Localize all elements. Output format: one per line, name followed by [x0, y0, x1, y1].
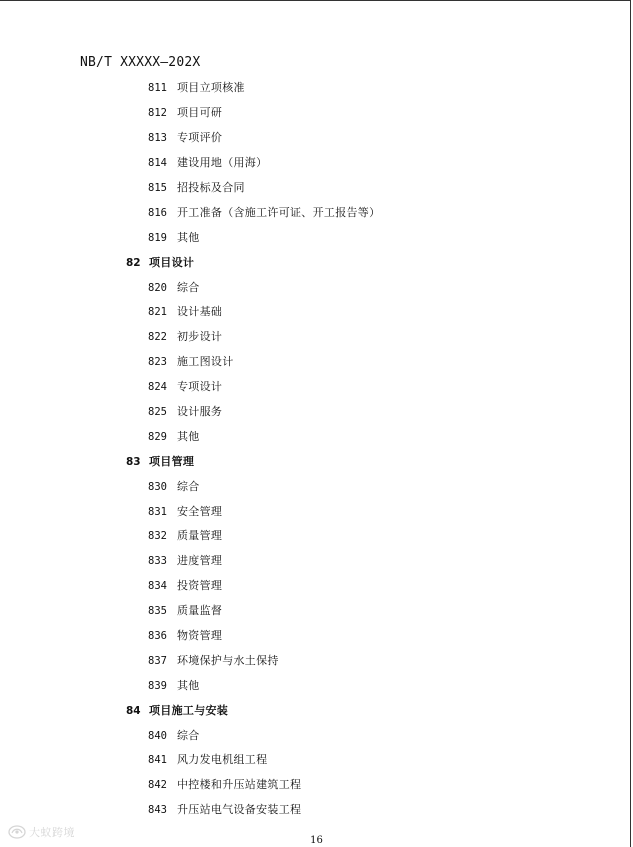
item-label: 专项评价 — [177, 131, 223, 145]
item-label: 初步设计 — [177, 330, 223, 344]
list-item — [0, 325, 630, 350]
item-label: 设计基础 — [177, 305, 223, 319]
list-item — [0, 499, 630, 524]
item-code: 829 — [148, 430, 167, 443]
item-label: 物资管理 — [177, 629, 223, 643]
item-label: 项目可研 — [177, 106, 223, 120]
section-title: 项目管理 — [149, 454, 195, 468]
item-code: 816 — [148, 206, 167, 219]
classification-list — [0, 76, 630, 823]
item-label: 环境保护与水土保持 — [177, 653, 279, 667]
section-code: 83 — [126, 455, 141, 468]
list-item — [0, 524, 630, 549]
item-label: 开工准备（含施工许可证、开工报告等） — [177, 205, 381, 219]
item-code: 837 — [148, 654, 167, 667]
standard-code-header: NB/T XXXXX—202X — [80, 55, 201, 70]
page-border-right — [630, 0, 631, 847]
item-code: 824 — [148, 381, 167, 394]
item-label: 综合 — [177, 280, 200, 294]
item-label: 专项设计 — [177, 380, 223, 394]
item-label: 中控楼和升压站建筑工程 — [177, 778, 302, 792]
page-number: 16 — [310, 835, 323, 846]
item-code: 811 — [148, 82, 167, 95]
list-item — [0, 350, 630, 375]
list-item — [0, 275, 630, 300]
item-label: 质量监督 — [177, 604, 223, 618]
list-item — [0, 400, 630, 425]
item-code: 825 — [148, 406, 167, 419]
section-code: 82 — [126, 256, 141, 269]
list-item — [0, 424, 630, 449]
list-item — [0, 176, 630, 201]
watermark — [8, 824, 75, 840]
list-item — [0, 673, 630, 698]
item-label: 其他 — [177, 230, 200, 244]
list-item — [0, 723, 630, 748]
item-code: 823 — [148, 356, 167, 369]
item-code: 843 — [148, 804, 167, 817]
item-code: 815 — [148, 182, 167, 194]
item-label: 投资管理 — [177, 579, 223, 593]
item-code: 832 — [148, 530, 167, 543]
item-code: 819 — [148, 231, 167, 244]
item-code: 833 — [148, 555, 167, 568]
item-label: 设计服务 — [177, 405, 223, 419]
item-label: 施工图设计 — [177, 355, 234, 369]
list-item — [0, 225, 630, 250]
item-code: 831 — [148, 505, 167, 518]
item-label: 招投标及合同 — [177, 181, 245, 194]
item-label: 风力发电机组工程 — [177, 753, 268, 767]
item-code: 841 — [148, 754, 167, 767]
item-code: 842 — [148, 779, 167, 792]
item-code: 836 — [148, 630, 167, 643]
section-title: 项目施工与安装 — [149, 703, 229, 717]
item-code: 840 — [148, 729, 167, 742]
page-border-top — [0, 0, 630, 1]
item-label: 升压站电气设备安装工程 — [177, 803, 302, 817]
item-label: 安全管理 — [177, 504, 223, 518]
list-item — [0, 300, 630, 325]
list-item — [0, 648, 630, 673]
item-label: 进度管理 — [177, 554, 223, 568]
list-item — [0, 624, 630, 649]
item-label: 其他 — [177, 678, 200, 692]
item-label: 综合 — [177, 479, 200, 493]
list-item — [0, 549, 630, 574]
list-item — [0, 574, 630, 599]
list-item — [0, 375, 630, 400]
list-item — [0, 599, 630, 624]
list-item — [0, 748, 630, 773]
list-item — [0, 126, 630, 151]
item-label: 建设用地（用海） — [177, 156, 268, 170]
list-item — [0, 151, 630, 176]
item-code: 822 — [148, 331, 167, 344]
list-item — [0, 474, 630, 499]
list-item — [0, 200, 630, 225]
section-heading-row — [0, 250, 630, 275]
list-item — [0, 773, 630, 798]
item-code: 839 — [148, 679, 167, 692]
item-code: 820 — [148, 281, 167, 294]
item-code: 835 — [148, 605, 167, 618]
item-label: 项目立项核准 — [177, 81, 245, 95]
section-heading-row — [0, 449, 630, 474]
item-code: 813 — [148, 132, 167, 145]
item-code: 814 — [148, 157, 167, 170]
section-heading-row — [0, 698, 630, 723]
item-label: 质量管理 — [177, 529, 223, 543]
item-code: 830 — [148, 480, 167, 493]
list-item — [0, 798, 630, 823]
watermark-text: 大蚁跨境 — [29, 826, 75, 839]
section-title: 项目设计 — [149, 255, 195, 269]
list-item — [0, 101, 630, 126]
item-label: 其他 — [177, 429, 200, 443]
item-code: 812 — [148, 107, 167, 120]
item-label: 综合 — [177, 728, 200, 742]
logo-icon — [8, 825, 26, 839]
item-code: 834 — [148, 580, 167, 593]
list-item — [0, 76, 630, 101]
section-code: 84 — [126, 704, 141, 717]
item-code: 821 — [148, 306, 167, 319]
